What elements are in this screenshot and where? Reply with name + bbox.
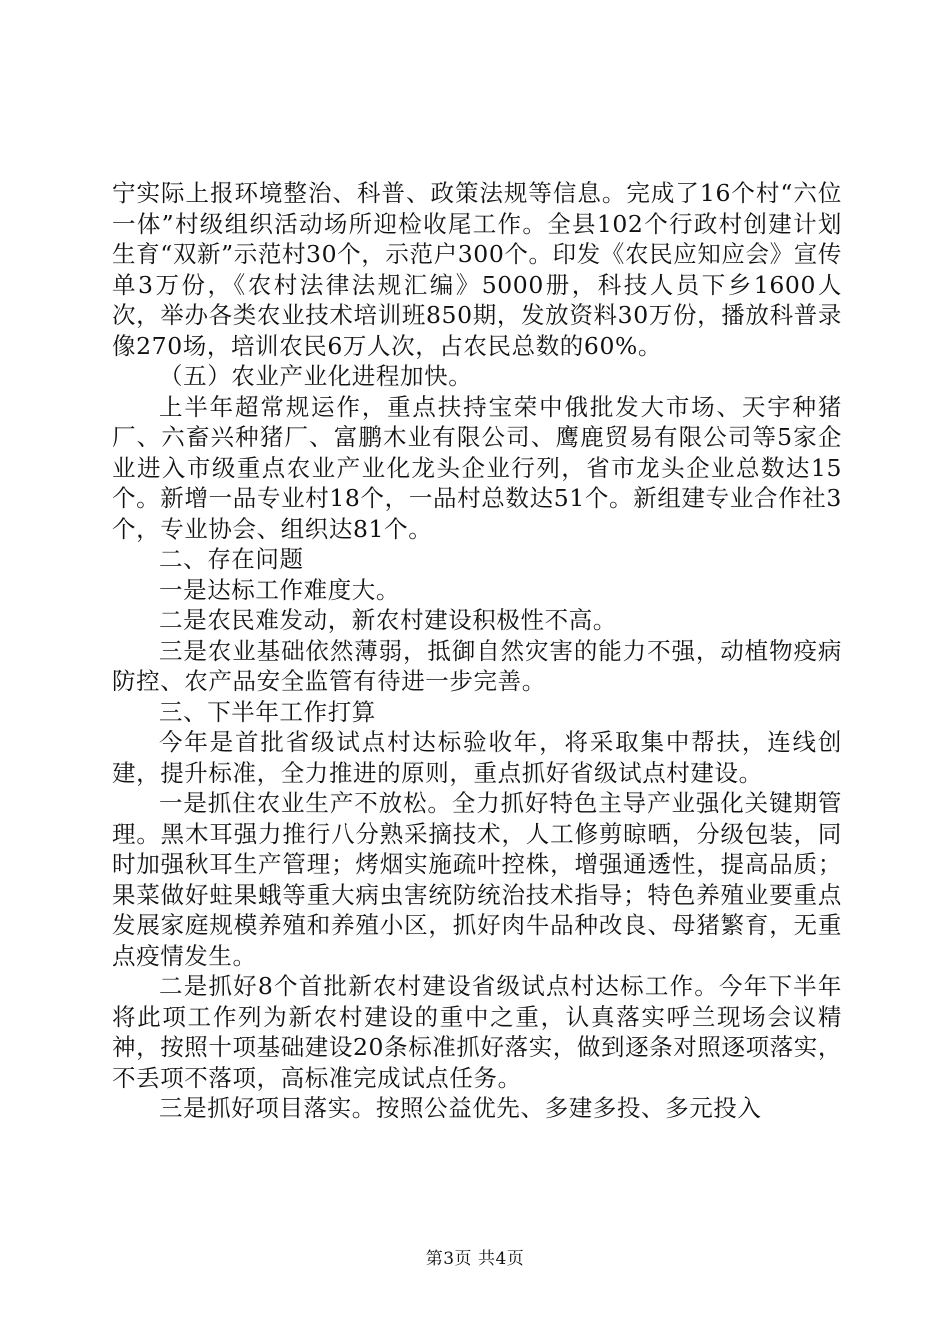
page-number-footer: 第3页 共4页	[425, 1249, 525, 1269]
heading-second-half-plan: 三、下半年工作打算	[159, 697, 376, 726]
plan-item-projects: 三是抓好项目落实。按照公益优先、多建多投、多元投入	[159, 1094, 762, 1122]
plan-item-agri-production: 一是抓住农业生产不放松。全力抓好特色主导产业强化关键期管理。黑木耳强力推行八分熟采摘技术，人工修剪晾晒，分级包装，同时加强秋耳生产管理；烤烟实施疏叶控株，增强通透性，提高品质；果菜做好蛀果蛾等重大病虫害统防统治技术指导；特色养殖业要重点发展家庭规模养殖和养殖小区，抓好肉牛品种改良、母猪繁育，无重点疫情发生。	[112, 789, 842, 970]
paragraph-outreach-stats: 宁实际上报环境整治、科普、政策法规等信息。完成了16个村“六位一体”村级组织活动场所迎检收尾工作。全县102个行政村创建计划生育“双新”示范村30个，示范户300个。印发《农民应知应会》宣传单3万份，《农村法律法规汇编》5000册，科技人员下乡1600人次，举办各类农业技术培训班850期，发放资料30万份，播放科普录像270场，培训农民6万人次，占农民总数的60%。	[112, 179, 842, 360]
problem-item-1: 一是达标工作难度大。	[159, 575, 400, 604]
paragraph-plan-intro: 今年是首批省级试点村达标验收年，将采取集中帮扶，连线创建，提升标准，全力推进的原则，重点抓好省级试点村建设。	[112, 728, 842, 787]
heading-agri-industrialization: （五）农业产业化进程加快。	[159, 362, 473, 390]
problem-item-3: 三是农业基础依然薄弱，抵御自然灾害的能力不强，动植物疫病防控、农产品安全监管有待进一步完善。	[112, 636, 842, 695]
problem-item-2: 二是农民难发动，新农村建设积极性不高。	[159, 606, 617, 634]
heading-existing-problems: 二、存在问题	[159, 545, 304, 573]
document-body	[112, 178, 842, 1124]
paragraph-leading-enterprises: 上半年超常规运作，重点扶持宝荣中俄批发大市场、天宇种猪厂、六畜兴种猪厂、富鹏木业有限公司、鹰鹿贸易有限公司等5家企业进入市级重点农业产业化龙头企业行列，省市龙头企业总数达15个。新增一品专业村18个，一品村总数达51个。新组建专业合作社3个，专业协会、组织达81个。	[112, 392, 842, 543]
plan-item-pilot-villages: 二是抓好8个首批新农村建设省级试点村达标工作。今年下半年将此项工作列为新农村建设的重中之重，认真落实呼兰现场会议精神，按照十项基础建设20条标准抓好落实，做到逐条对照逐项落实，不丢项不落项，高标准完成试点任务。	[112, 972, 843, 1092]
